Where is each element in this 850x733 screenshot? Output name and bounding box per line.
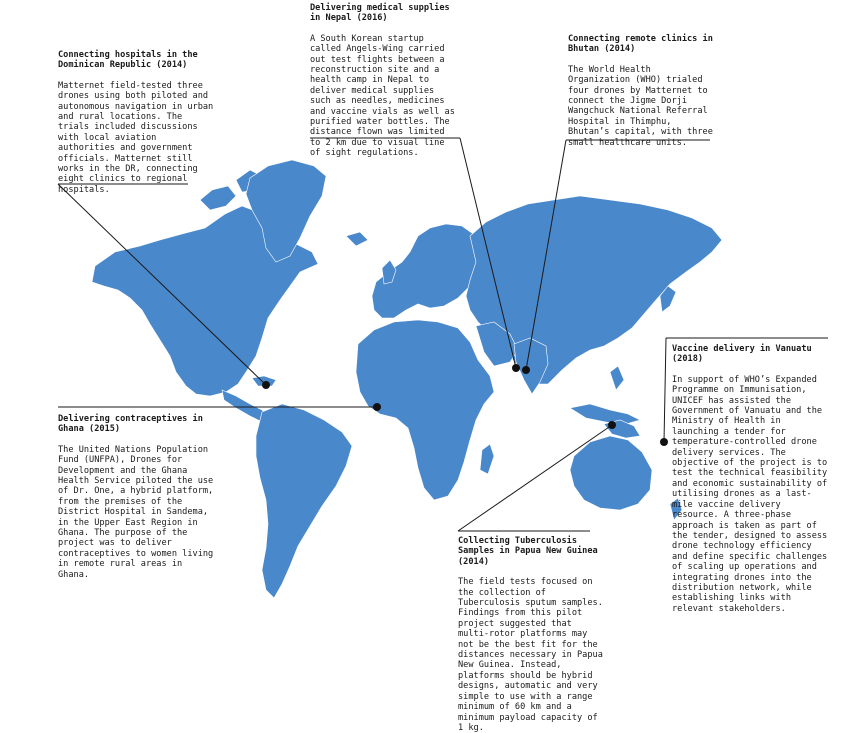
marker-papua-new-guinea[interactable]	[608, 421, 616, 429]
callout-body: A South Korean startup called Angels-Wing carried out test flights between a reconstruction site and a health camp in Nepal to deliver medical supplies such as needles, medicines and vaccine vials as well as purified water bottles. The distance flown was limited to 2 km due to visual line of sight regulations.	[310, 33, 455, 159]
land-indonesia	[570, 404, 640, 424]
marker-bhutan[interactable]	[522, 366, 530, 374]
callout-title: Delivering medical supplies in Nepal (2016)	[310, 3, 450, 24]
callout-body: In support of WHO’s Expanded Programme on Immunisation, UNICEF has assisted the Government of Vanuatu and the Ministry of Health in launching a tender for temperature-controlled drone delivery services. The objective of the project is to test the technical feasibility and economic sustainability of utilising drones as a last-mile vaccine delivery resource. A three-phase approach is taken as part of the tender, designed to assess drone technology efficiency and define specific challenges of scaling up operations and integrating drones into the distribution network, while establishing links with relevant stakeholders.	[672, 374, 828, 614]
marker-dominican-republic[interactable]	[262, 381, 270, 389]
callout-title: Vaccine delivery in Vanuatu (2018)	[672, 344, 812, 365]
callout-body: The World Health Organization (WHO) trialed four drones by Matternet to connect the Jigme Dorji Wangchuck National Referral Hospital in Thimphu, Bhutan’s capital, with three small healthcare units.	[568, 64, 713, 148]
callout-title: Delivering contraceptives in Ghana (2015)	[58, 414, 203, 435]
land-australia	[570, 436, 652, 510]
marker-ghana[interactable]	[373, 403, 381, 411]
callout-title: Collecting Tuberculosis Samples in Papua New Guinea (2014)	[458, 536, 598, 567]
callout-bhutan	[568, 34, 713, 148]
callout-body: The field tests focused on the collection of Tuberculosis sputum samples. Findings from this pilot project suggested that multi-rotor platforms may not be the best fit for the distances necessary in Papua New Guinea. Instead, platforms should be hybrid designs, automatic and very simple to use with a range minimum of 60 km and a minimum payload capacity of 1 kg.	[458, 577, 603, 733]
callout-title: Connecting remote clinics in Bhutan (2014)	[568, 34, 713, 55]
land-south-america	[256, 404, 352, 598]
leader-vanuatu	[664, 338, 666, 442]
callout-papua-new-guinea	[458, 536, 608, 733]
callout-dominican-republic	[58, 50, 218, 195]
callout-title: Connecting hospitals in the Dominican Republic (2014)	[58, 50, 198, 71]
land-iceland	[346, 232, 368, 246]
land-madagascar	[480, 444, 494, 474]
callout-body: Matternet field-tested three drones using both piloted and autonomous navigation in urban and rural locations. The trials included discussions with local aviation authorities and government officials. Matternet still works in the DR, connecting eight clinics to regional hospitals.	[58, 80, 214, 195]
land-philippines	[610, 366, 624, 390]
callout-nepal	[310, 3, 460, 159]
callout-body: The United Nations Population Fund (UNFPA), Drones for Development and the Ghana Health Service piloted the use of Dr. One, a hybrid platform, from the premises of the District Hospital in Sandema, in the Upper East Region in Ghana. The purpose of the project was to deliver contraceptives to women living in remote rural areas in Ghana.	[58, 444, 214, 580]
marker-vanuatu[interactable]	[660, 438, 668, 446]
marker-nepal[interactable]	[512, 364, 520, 372]
callout-vanuatu	[672, 344, 828, 614]
callout-ghana	[58, 414, 218, 580]
